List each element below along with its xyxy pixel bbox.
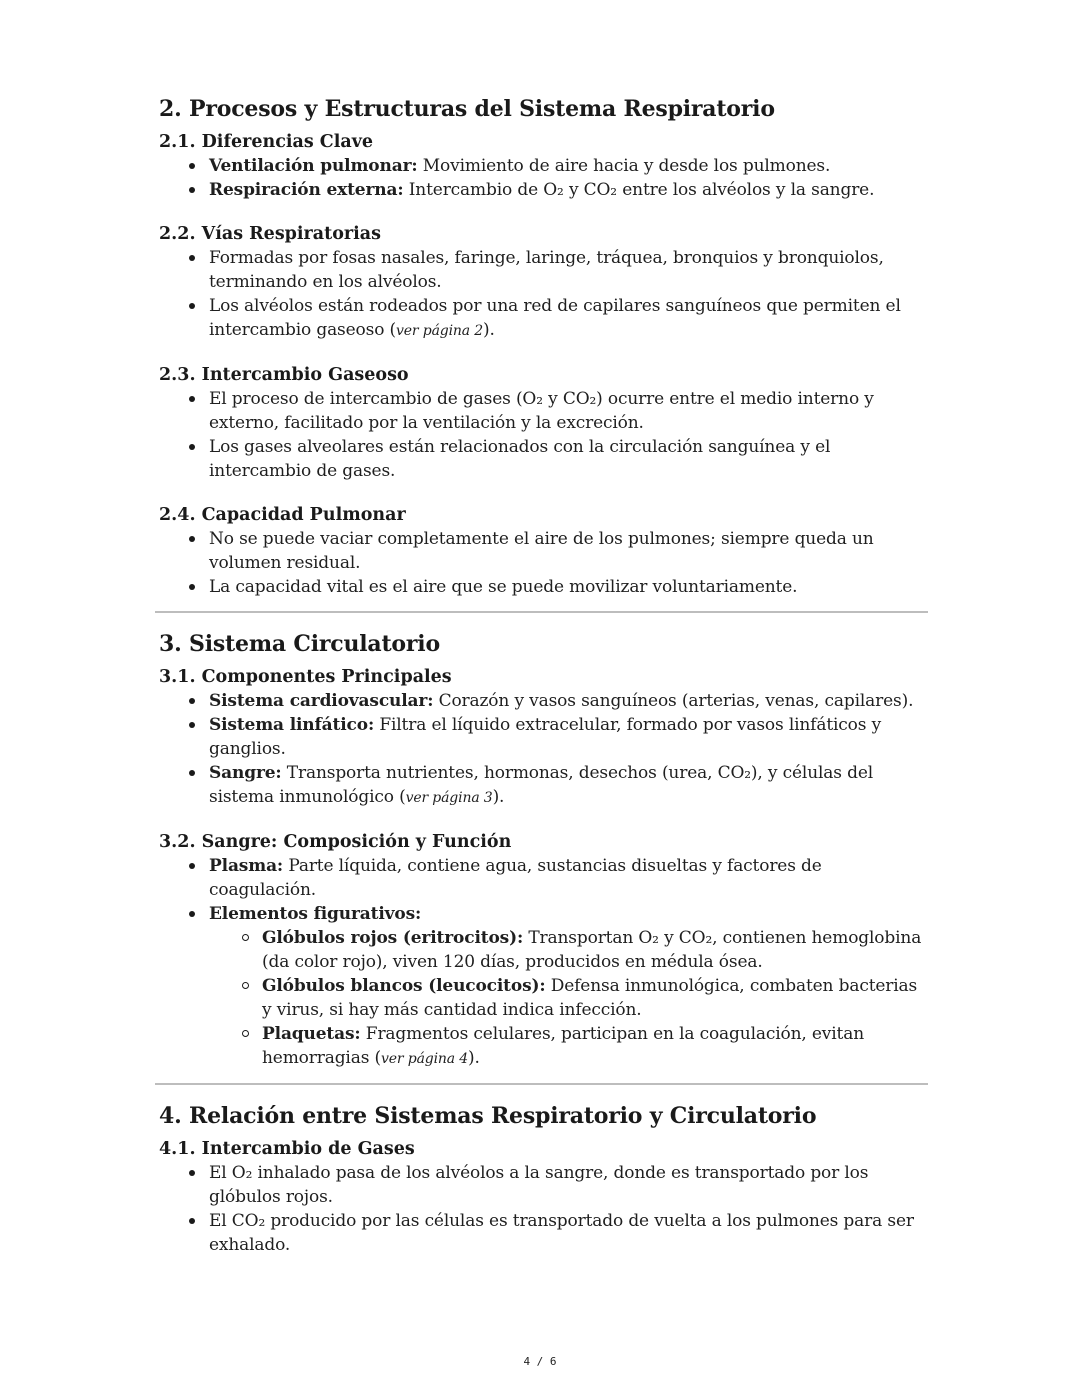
page-reference: ver página 4 — [381, 1051, 469, 1067]
item-end: ). — [492, 787, 505, 807]
term: Plaquetas: — [262, 1024, 361, 1044]
definition: Transporta nutrientes, hormonas, desechos (urea, CO₂), y células del sistema inmunológico ( — [209, 763, 874, 807]
definition: Transportan O₂ y CO₂, contienen hemoglobina (da color rojo), viven 120 días, producidos en médula ósea. — [262, 928, 922, 972]
definition: Intercambio de O₂ y CO₂ entre los alvéolos y la sangre. — [403, 180, 875, 200]
section-divider — [155, 1083, 928, 1085]
page-reference: ver página 2 — [396, 323, 484, 339]
term: Sistema linfático: — [209, 715, 375, 735]
list-item — [159, 294, 924, 343]
subsection-2-2-list — [159, 246, 924, 343]
subsection-3-1-heading: 3.1. Componentes Principales — [159, 667, 452, 687]
list-item: El CO₂ producido por las células es transportado de vuelta a los pulmones para ser exhalado. — [159, 1209, 924, 1257]
term: Glóbulos rojos (eritrocitos): — [262, 928, 524, 948]
list-item: Formadas por fosas nasales, faringe, laringe, tráquea, bronquios y bronquiolos, terminando en los alvéolos. — [159, 246, 924, 294]
section-2-heading: 2. Procesos y Estructuras del Sistema Respiratorio — [159, 96, 775, 122]
list-item: Los gases alveolares están relacionados con la circulación sanguínea y el intercambio de gases. — [159, 435, 924, 483]
section-3-heading: 3. Sistema Circulatorio — [159, 631, 440, 657]
definition: Fragmentos celulares, participan en la coagulación, evitan hemorragias ( — [262, 1024, 865, 1068]
subsection-4-1-heading: 4.1. Intercambio de Gases — [159, 1139, 415, 1159]
subsection-3-2-list — [159, 854, 924, 926]
list-item — [159, 689, 924, 713]
section-divider — [155, 611, 928, 613]
list-item: La capacidad vital es el aire que se puede movilizar voluntariamente. — [159, 575, 924, 599]
definition: Movimiento de aire hacia y desde los pulmones. — [417, 156, 831, 176]
nested-list — [159, 926, 924, 1071]
term: Glóbulos blancos (leucocitos): — [262, 976, 546, 996]
subsection-4-1-list — [159, 1161, 924, 1257]
item-end: ). — [483, 320, 495, 340]
item-text: Los alvéolos están rodeados por una red de capilares sanguíneos que permiten el intercambio gaseoso ( — [209, 296, 901, 340]
subsection-3-2-heading: 3.2. Sangre: Composición y Función — [159, 832, 512, 852]
list-item — [159, 902, 924, 926]
subsection-2-4-heading: 2.4. Capacidad Pulmonar — [159, 505, 406, 525]
subsection-2-3-heading: 2.3. Intercambio Gaseoso — [159, 365, 409, 385]
list-item — [159, 761, 924, 810]
subsection-2-4-list — [159, 527, 924, 599]
definition: Corazón y vasos sanguíneos (arterias, venas, capilares). — [433, 691, 914, 711]
subsection-3-1-list — [159, 689, 924, 810]
term: Plasma: — [209, 856, 284, 876]
item-end: ). — [468, 1048, 480, 1068]
document-page — [159, 94, 924, 1257]
subsection-2-3-list — [159, 387, 924, 483]
list-item: El proceso de intercambio de gases (O₂ y CO₂) ocurre entre el medio interno y externo, facilitado por la ventilación y la excreción. — [159, 387, 924, 435]
definition: Defensa inmunológica, combaten bacterias y virus, si hay más cantidad indica infección. — [262, 976, 918, 1020]
term: Sangre: — [209, 763, 282, 783]
term: Elementos figurativos: — [209, 904, 422, 924]
section-4-heading: 4. Relación entre Sistemas Respiratorio y Circulatorio — [159, 1103, 817, 1129]
subsection-2-1-heading: 2.1. Diferencias Clave — [159, 132, 373, 152]
page-number: 4 / 6 — [523, 1355, 557, 1368]
list-item: No se puede vaciar completamente el aire de los pulmones; siempre queda un volumen residual. — [159, 527, 924, 575]
list-item: El O₂ inhalado pasa de los alvéolos a la sangre, donde es transportado por los glóbulos rojos. — [159, 1161, 924, 1209]
list-item — [159, 178, 924, 202]
nested-list-item — [159, 926, 924, 974]
definition: Filtra el líquido extracelular, formado por vasos linfáticos y ganglios. — [209, 715, 882, 759]
definition: Parte líquida, contiene agua, sustancias disueltas y factores de coagulación. — [209, 856, 822, 900]
list-item — [159, 854, 924, 902]
term: Sistema cardiovascular: — [209, 691, 434, 711]
page-reference: ver página 3 — [405, 790, 493, 806]
subsection-2-2-heading: 2.2. Vías Respiratorias — [159, 224, 381, 244]
list-item — [159, 154, 924, 178]
list-item — [159, 713, 924, 761]
nested-list-item — [159, 974, 924, 1022]
subsection-2-1-list — [159, 154, 924, 202]
term: Respiración externa: — [209, 180, 404, 200]
term: Ventilación pulmonar: — [209, 156, 418, 176]
nested-list-item — [159, 1022, 924, 1071]
